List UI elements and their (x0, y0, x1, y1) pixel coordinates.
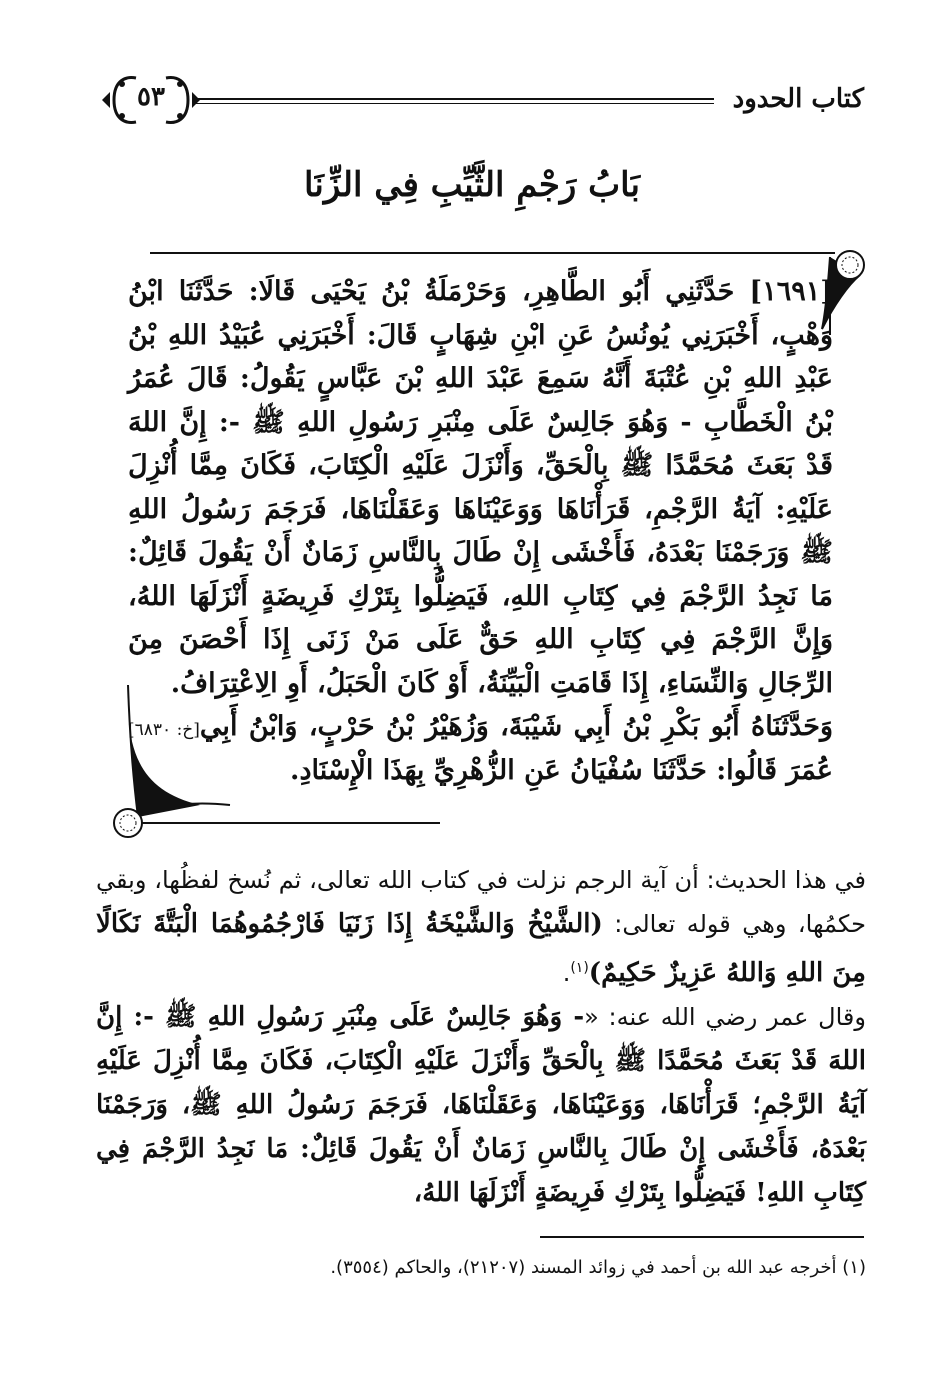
footnote-mark: (١) (570, 960, 589, 976)
page-number: ٥٣ (137, 82, 165, 112)
hadith-body: [١٦٩١] حَدَّثَنِي أَبُو الطَّاهِرِ، وَحَرْمَلَةُ بْنُ يَحْيَى قَالَا: حَدَّثَنَا ابْنُ وَهْبٍ، أَخْبَرَنِي يُونُسُ عَنِ ابْنِ شِهَابٍ قَالَ: أَخْبَرَنِي عُبَيْدُ اللهِ بْنُ عَبْدِ اللهِ بْنِ عُتْبَةَ أَنَّهُ سَمِعَ عَبْدَ اللهِ بْنَ عَبَّاسٍ يَقُولُ: قَالَ عُمَرُ بْنُ الْخَطَّابِ - وَهُوَ جَالِسٌ عَلَى مِنْبَرِ رَسُولِ اللهِ ﷺ -: إِنَّ اللهَ قَدْ بَعَثَ مُحَمَّدًا ﷺ بِالْحَقِّ، وَأَنْزَلَ عَلَيْهِ الْكِتَابَ، فَكَانَ مِمَّا أُنْزِلَ عَلَيْهِ: آيَةُ الرَّجْمِ، قَرَأْنَاهَا وَوَعَيْنَاهَا وَعَقَلْنَاهَا، فَرَجَمَ رَسُولُ اللهِ ﷺ وَرَجَمْنَا بَعْدَهُ، فَأَخْشَى إِنْ طَالَ بِالنَّاسِ زَمَانٌ أَنْ يَقُولَ قَائِلٌ: مَا نَجِدُ الرَّجْمَ فِي كِتَابِ اللهِ، فَيَضِلُّوا بِتَرْكِ فَرِيضَةٍ أَنْزَلَهَا اللهُ، وَإِنَّ الرَّجْمَ فِي كِتَابِ اللهِ حَقٌّ عَلَى مَنْ زَنَى إِذَا أَحْصَنَ مِنَ الرِّجَالِ وَالنِّسَاءِ، إِذَا قَامَتِ الْبَيِّنَةُ، أَوْ كَانَ الْحَبَلُ، أَوِ الِاعْتِرَافُ. (128, 276, 833, 699)
commentary-paragraph (96, 858, 866, 995)
page-number-ornament (96, 70, 206, 130)
hadith-paragraph (128, 270, 833, 740)
footnote: (١) أخرجه عبد الله بن أحمد في زوائد المسند (٢١٢٠٧)، والحاكم (٣٥٥٤). (330, 1257, 866, 1278)
verse-quote: (الشَّيْخُ وَالشَّيْخَةُ إِذَا زَنَيَا فَارْجُمُوهُمَا الْبَتَّةَ نَكَالًا مِنَ اللهِ وَاللهُ عَزِيزٌ حَكِيمٌ) (96, 909, 866, 988)
hadith-text (128, 270, 833, 792)
chapter-title: بَابُ رَجْمِ الثَّيِّبِ فِي الزِّنَا (304, 165, 640, 205)
commentary-end: . (562, 959, 571, 987)
commentary-text: في هذا الحديث: أن آية الرجم نزلت في كتاب الله تعالى، ثم نُسخ لفظُها، وبقي حكمُها، وهي قوله تعالى: (96, 866, 867, 938)
commentary (96, 858, 866, 1215)
commentary-paragraph (96, 995, 866, 1215)
commentary-intro: وقال عمر رضي الله عنه: « (584, 1003, 866, 1031)
hadith-chain-paragraph: وَحَدَّثَنَاهُ أَبُو بَكْرِ بْنُ أَبِي شَيْبَةَ، وَزُهَيْرُ بْنُ حَرْبٍ، وَابْنُ أَبِي عُمَرَ قَالُوا: حَدَّثَنَا سُفْيَانُ عَنِ الزُّهْرِيِّ بِهَذَا الْإِسْنَادِ. (199, 711, 833, 786)
hadith-reference: [خ: ٦٨٣٠] (128, 720, 200, 740)
page-header (96, 70, 864, 130)
book-title: كتاب الحدود (732, 84, 864, 114)
footnote-rule (540, 1236, 864, 1238)
header-rule (192, 98, 714, 104)
omar-quote: - وَهُوَ جَالِسٌ عَلَى مِنْبَرِ رَسُولِ اللهِ ﷺ -: إِنَّ اللهَ قَدْ بَعَثَ مُحَمَّدًا ﷺ بِالْحَقِّ وَأَنْزَلَ عَلَيْهِ الْكِتَابَ، فَكَانَ مِمَّا أُنْزِلَ عَلَيْهِ آيَةُ الرَّجْمِ؛ قَرَأْنَاهَا، وَوَعَيْنَاهَا، وَعَقَلْنَاهَا، فَرَجَمَ رَسُولُ اللهِ ﷺ، وَرَجَمْنَا بَعْدَهُ، فَأَخْشَى إِنْ طَالَ بِالنَّاسِ زَمَانٌ أَنْ يَقُولَ قَائِلٌ: مَا نَجِدُ الرَّجْمَ فِي كِتَابِ اللهِ! فَيَضِلُّوا بِتَرْكِ فَرِيضَةٍ أَنْزَلَهَا اللهُ، (96, 1002, 866, 1208)
